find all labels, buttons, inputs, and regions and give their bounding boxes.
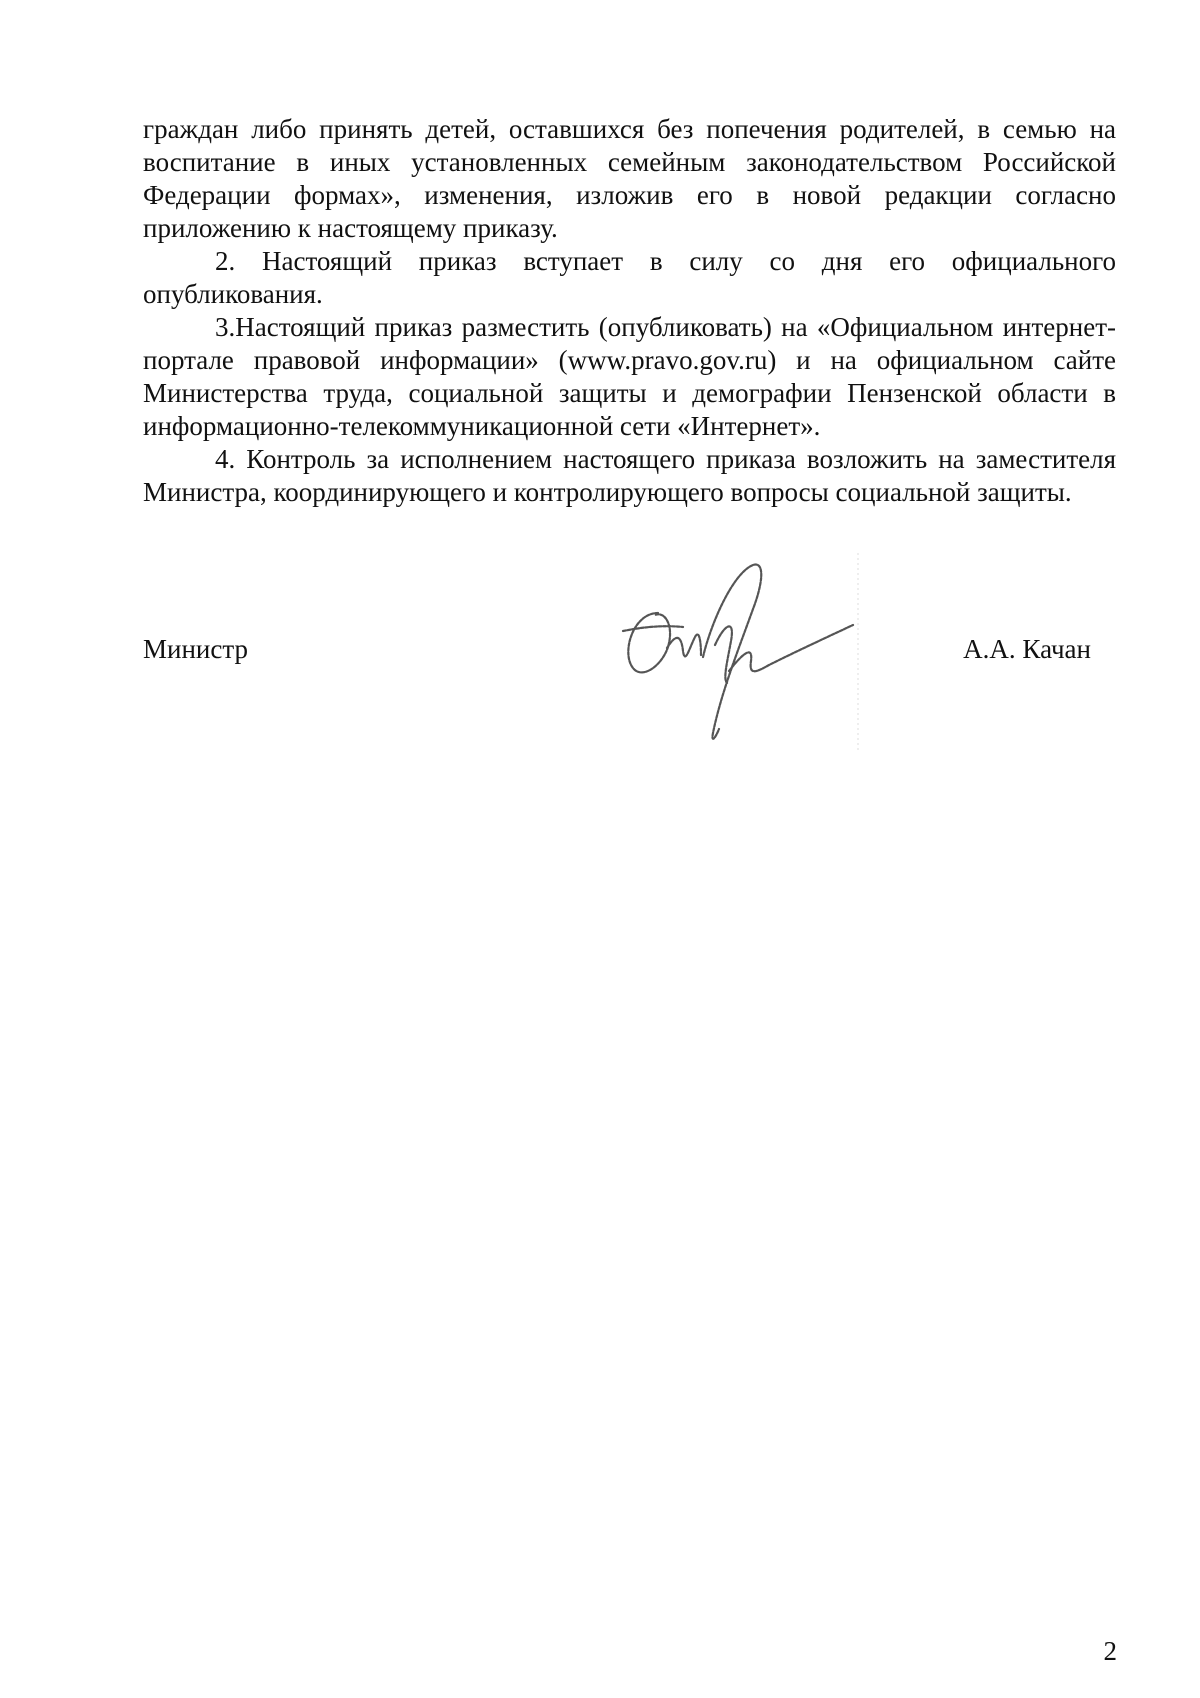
page-number: 2 — [1103, 1636, 1117, 1666]
signatory-title: Министр — [143, 634, 248, 664]
handwritten-signature — [603, 553, 963, 753]
document-body — [143, 113, 1116, 509]
paragraph-continuation: граждан либо принять детей, оставшихся без попечения родителей, в семью на воспитание в иных установленных семейным законодательством Российской Федерации формах», изменения, изложив его в новой редакции согласно приложению к настоящему приказу. — [143, 114, 1116, 243]
paragraph-item-3: 3.Настоящий приказ разместить (опубликовать) на «Официальном интернет-портале правовой информации» (www.pravo.gov.ru) и на официальном сайте Министерства труда, социальной защиты и демографии Пензенской области в информационно-телекоммуникационной сети «Интернет». — [143, 312, 1116, 441]
paragraph-item-2: 2. Настоящий приказ вступает в силу со дня его официального опубликования. — [143, 246, 1116, 309]
signatory-name: А.А. Качан — [963, 634, 1091, 664]
signature-block — [143, 633, 1116, 773]
paragraph-item-4: 4. Контроль за исполнением настоящего приказа возложить на заместителя Министра, координирующего и контролирующего вопросы социальной защиты. — [143, 444, 1116, 507]
